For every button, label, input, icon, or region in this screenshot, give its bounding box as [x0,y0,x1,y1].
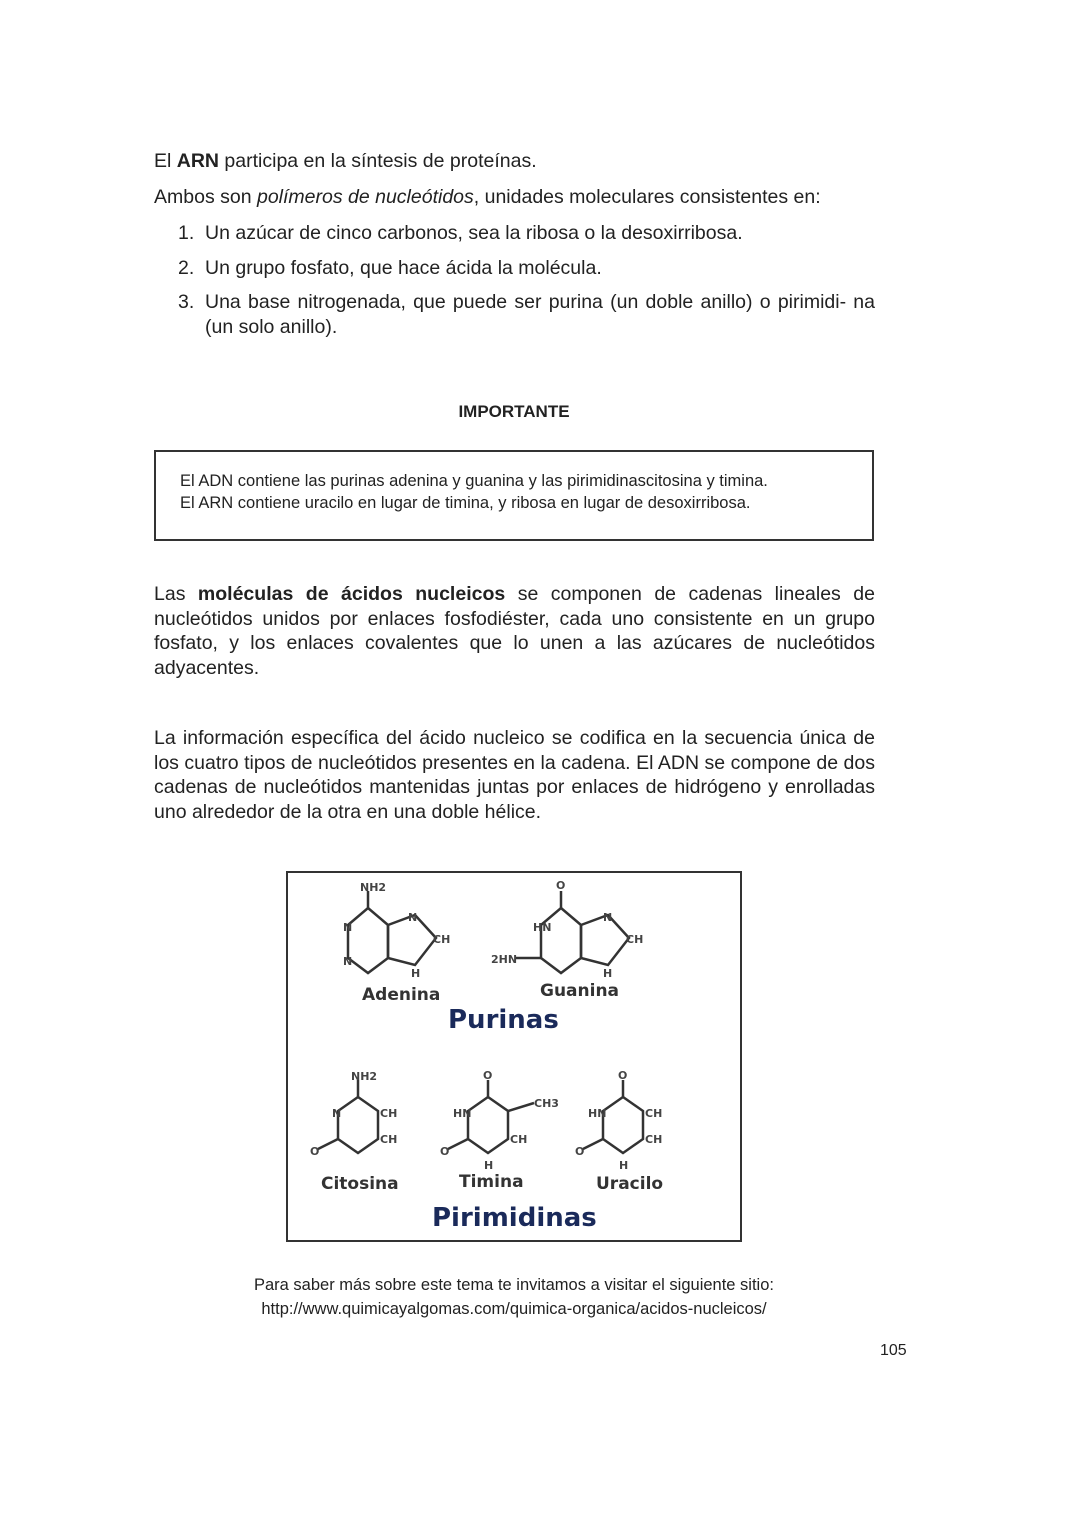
svg-text:HN: HN [453,1107,472,1120]
thymine-ring [468,1097,508,1153]
svg-text:O: O [483,1069,493,1082]
cytosine-ring [338,1097,378,1153]
caption-link[interactable]: http://www.quimicayalgomas.com/quimica-organica/acidos-nucleicos/ [261,1300,767,1318]
list-item: 2. Un grupo fosfato, que hace ácida la molécula. [178,257,602,279]
svg-text:CH: CH [380,1133,398,1146]
list-item: 3. Una base nitrogenada, que puede ser purina (un doble anillo) o pirimidi- na (un solo anillo). [178,291,875,338]
svg-text:HN: HN [588,1107,607,1120]
guanine-ring-6 [541,908,581,973]
svg-text:CH3: CH3 [534,1097,559,1110]
important-heading: IMPORTANTE [458,402,570,421]
label-adenina: Adenina [362,985,441,1005]
label-purinas: Purinas [448,1005,559,1035]
svg-text:H: H [484,1159,494,1172]
svg-text:N: N [332,1107,342,1120]
svg-text:N: N [603,911,613,924]
svg-text:O: O [575,1145,585,1158]
label-uracilo: Uracilo [596,1174,664,1194]
svg-text:CH: CH [433,933,451,946]
intro-line-arn: El ARN participa en la síntesis de proteínas. [154,150,537,172]
svg-text:CH: CH [645,1107,663,1120]
svg-text:H: H [411,967,421,980]
svg-text:O: O [618,1069,628,1082]
page-number: 105 [880,1342,907,1359]
label-citosina: Citosina [321,1174,399,1194]
intro-line-polymers: Ambos son polímeros de nucleótidos, unidades moleculares consistentes en: [154,186,821,208]
adenine-ring-6 [348,908,388,973]
svg-text:O: O [310,1145,320,1158]
svg-text:H: H [619,1159,629,1172]
caption-invite: Para saber más sobre este tema te invitamos a visitar el siguiente sitio: [254,1276,774,1294]
nitrogenous-bases-figure [286,871,742,1242]
svg-text:2HN: 2HN [491,953,518,966]
list-item: 1. Un azúcar de cinco carbonos, sea la ribosa o la desoxirribosa. [178,222,743,244]
svg-text:N: N [343,921,353,934]
important-line-arn: El ARN contiene uracilo en lugar de timina, y ribosa en lugar de desoxirribosa. [180,494,751,512]
uracil-ring [603,1097,643,1153]
svg-text:CH: CH [380,1107,398,1120]
label-guanina: Guanina [540,981,620,1001]
paragraph-information: La información específica del ácido nucleico se codifica en la secuencia única de los cuatro tipos de nucleótidos presentes en la cadena. El ADN se compone de dos cadenas de nucleótidos mantenidas juntas por enlaces de hidrógeno y enrolladas uno alrededor de la otra en una doble hélice. [154,727,875,823]
svg-text:HN: HN [533,921,552,934]
svg-text:CH: CH [510,1133,528,1146]
important-box [154,450,874,541]
svg-text:NH2: NH2 [351,1070,378,1083]
svg-text:CH: CH [645,1133,663,1146]
label-timina: Timina [459,1172,524,1192]
svg-text:N: N [408,911,418,924]
important-line-adn: El ADN contiene las purinas adenina y guanina y las pirimidinascitosina y timina. [180,472,768,490]
bases-diagram [288,873,740,1240]
paragraph-nucleic-acids: Las moléculas de ácidos nucleicos se componen de cadenas lineales de nucleótidos unidos por enlaces fosfodiéster, cada uno consistente en un grupo fosfato, y los enlaces covalentes que lo unen a las azúcares de nucleótidos adyacentes. [154,583,875,679]
adenine-nh2-atom: NH2 [360,881,387,894]
label-pirimidinas: Pirimidinas [432,1203,597,1233]
svg-text:N: N [343,955,353,968]
svg-text:O: O [556,879,566,892]
svg-text:H: H [603,967,613,980]
svg-text:CH: CH [626,933,644,946]
svg-text:O: O [440,1145,450,1158]
